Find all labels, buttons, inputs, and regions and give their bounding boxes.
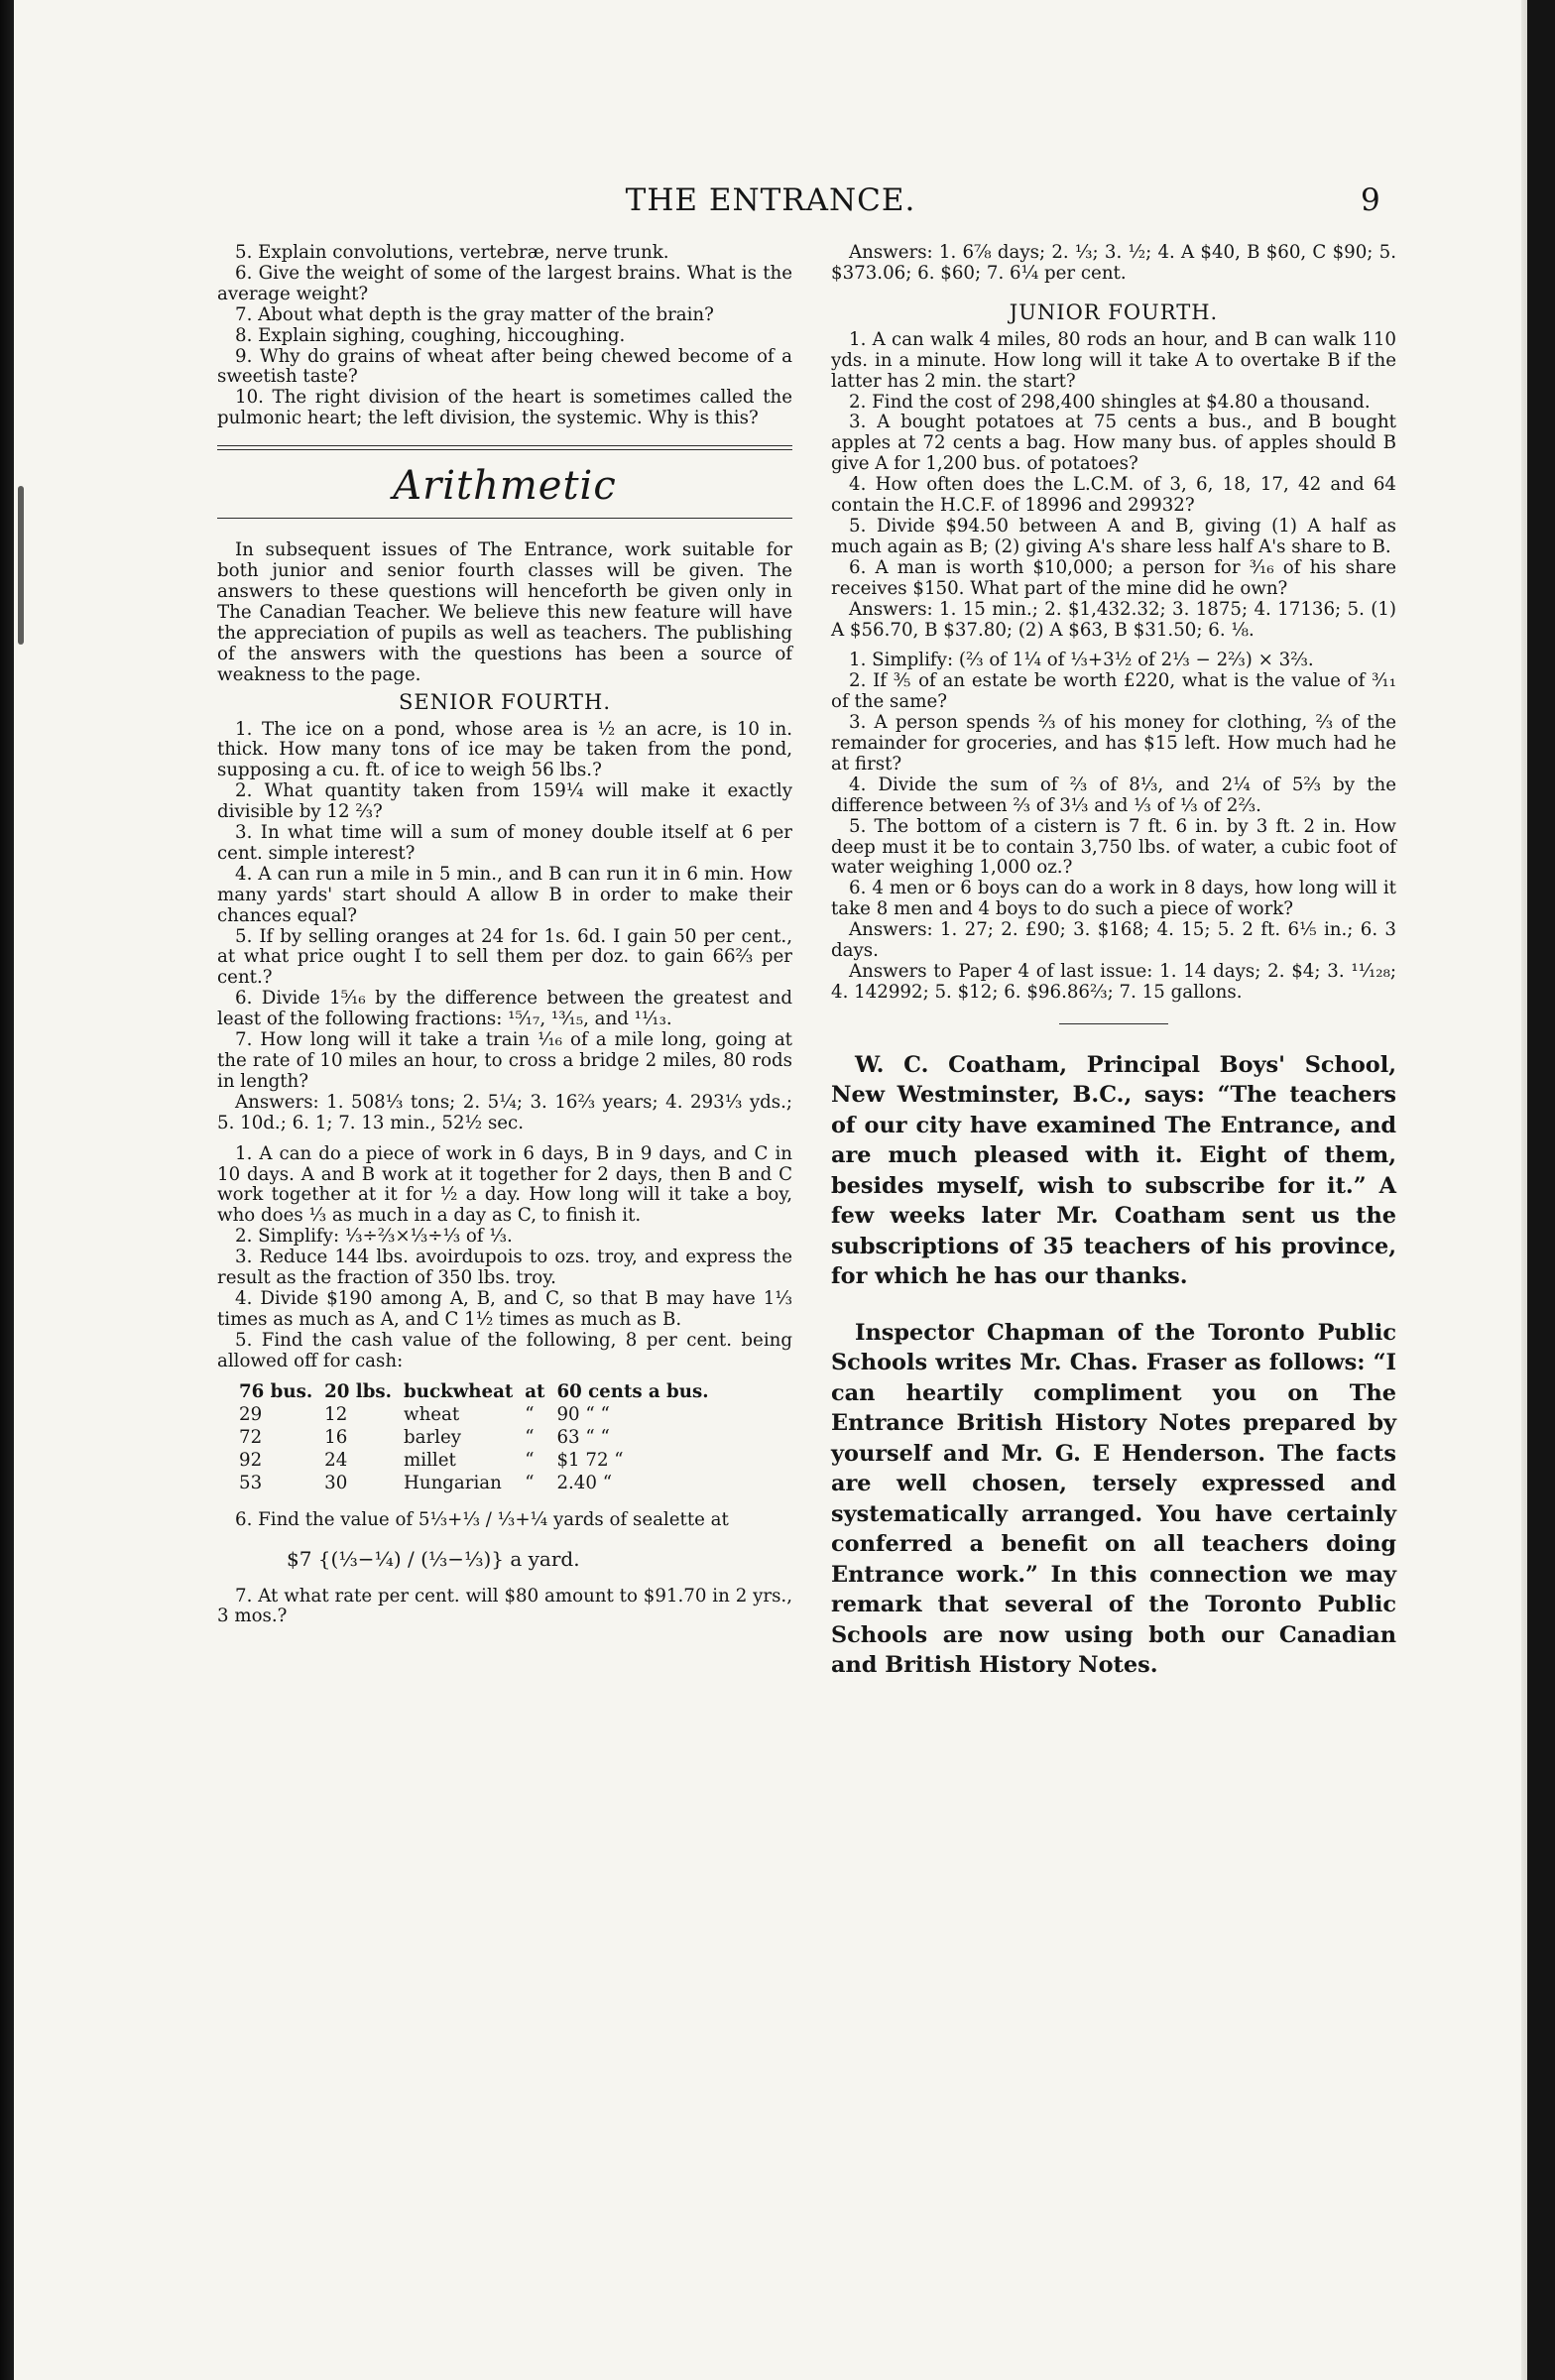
document-page xyxy=(14,0,1527,2380)
grain-row xyxy=(239,1403,721,1426)
page-number: 9 xyxy=(1361,182,1380,218)
junior-answers: Answers: 1. 27; 2. £90; 3. $168; 4. 15; 5. 2 ft. 6¹⁄₅ in.; 6. 3 days. xyxy=(831,919,1396,962)
grain-cell-kind: wheat xyxy=(404,1403,460,1425)
senior-fourth-heading: SENIOR FOURTH. xyxy=(398,689,611,714)
margin-mark xyxy=(18,486,24,645)
senior-problem: 4. A can run a mile in 5 min., and B can run it in 6 min. How many yards' start should A allow B in order to make their chances equal? xyxy=(217,863,792,926)
grain-row xyxy=(239,1426,721,1449)
running-head xyxy=(14,178,1527,222)
grain-cell-bus: 53 xyxy=(239,1472,263,1493)
junior-answers: Answers: 1. 15 min.; 2. $1,432.32; 3. 1875; 4. 17136; 5. (1) A $56.70, B $37.80; (2) A $63, B $31.50; 6. ⅛. xyxy=(831,598,1396,641)
paper4-answers: Answers to Paper 4 of last issue: 1. 14 days; 2. $4; 3. ¹¹⁄₁₂₈; 4. 142992; 5. $12; 6. $96.86⅔; 7. 15 gallons. xyxy=(831,961,1396,1003)
senior-problem: 6. Divide 1⁵⁄₁₆ by the difference between the greatest and least of the following fractions: ¹⁵⁄₁₇, ¹³⁄₁₅, and ¹¹⁄₁₃. xyxy=(217,988,792,1030)
senior-problem: 2. What quantity taken from 159¼ will make it exactly divisible by 12 ⅔? xyxy=(217,780,792,823)
grain-table xyxy=(239,1380,721,1494)
answers: Answers: 1. 6⅞ days; 2. ⅓; 3. ½; 4. A $40, B $60, C $90; 5. $373.06; 6. $60; 7. 6¼ per cent. xyxy=(831,242,1396,284)
physiology-question: 6. Give the weight of some of the largest brains. What is the average weight? xyxy=(217,262,792,304)
senior-problem: 6. Find the value of 5⅓+⅓ / ⅓+¼ yards of sealette at xyxy=(235,1508,729,1530)
section-rule xyxy=(217,445,792,450)
left-column xyxy=(217,243,792,1627)
senior-problem: 7. At what rate per cent. will $80 amount to $91.70 in 2 yrs., 3 mos.? xyxy=(217,1585,792,1627)
grain-cell-at: “ xyxy=(525,1449,535,1471)
grain-cell-bus: 72 xyxy=(239,1426,263,1448)
grain-cell-lbs: 12 xyxy=(324,1403,348,1425)
right-column xyxy=(831,243,1396,1681)
senior-problem: 2. Simplify: ⅓÷⅔×⅓÷⅓ of ⅓. xyxy=(235,1226,513,1248)
senior-problem: 3. In what time will a sum of money double itself at 6 per cent. simple interest? xyxy=(217,822,792,864)
fraction-display: $7 {(⅓−¼) / (⅓−⅓)} a yard. xyxy=(287,1546,580,1571)
grain-cell-bus: 92 xyxy=(239,1449,263,1471)
grain-cell-price: 60 cents a bus. xyxy=(556,1380,709,1402)
grain-cell-kind: Hungarian xyxy=(404,1472,502,1493)
section-rule xyxy=(217,518,792,519)
senior-problem: 3. Reduce 144 lbs. avoirdupois to ozs. troy, and express the result as the fraction of 350 lbs. troy. xyxy=(217,1247,792,1289)
junior-problem: 4. Divide the sum of ⅔ of 8⅓, and 2¼ of 5⅔ by the difference between ⅔ of 3⅓ and ⅓ of ⅓ of 2⅔. xyxy=(831,774,1396,816)
testimonial: W. C. Coatham, Principal Boys' School, New Westminster, B.C., says: “The teachers of our city have examined The Entrance, and are much pleased with it. Eight of them, besides myself, wish to subscribe for it.” A few weeks later Mr. Coatham sent us the subscriptions of 35 teachers of his province, for which he has our thanks. xyxy=(831,1051,1396,1290)
junior-problem: 5. The bottom of a cistern is 7 ft. 6 in. by 3 ft. 2 in. How deep must it be to contain 3,750 lbs. of water, a cubic foot of water weighing 1,000 oz.? xyxy=(831,815,1396,879)
grain-cell-price: 2.40 “ xyxy=(556,1472,613,1493)
junior-problem: 3. A bought potatoes at 75 cents a bus., and B bought apples at 72 cents a bag. How many bus. of apples should B give A for 1,200 bus. of potatoes? xyxy=(831,412,1396,475)
junior-problem: 1. A can walk 4 miles, 80 rods an hour, and B can walk 110 yds. in a minute. How long will it take A to overtake B if the latter has 2 min. the start? xyxy=(831,328,1396,392)
junior-problem: 1. Simplify: (⅔ of 1¼ of ⅓+3½ of 2⅓ − 2⅔) × 3⅔. xyxy=(849,650,1314,671)
senior-problem: 5. If by selling oranges at 24 for 1s. 6d. I gain 50 per cent., at what price ought I to sell them per doz. to gain 66⅔ per cent.? xyxy=(217,925,792,989)
junior-problem: 6. 4 men or 6 boys can do a work in 8 days, how long will it take 8 men and 4 boys to do such a piece of work? xyxy=(831,878,1396,920)
grain-cell-lbs: 20 lbs. xyxy=(324,1380,392,1402)
section-title: Arithmetic xyxy=(393,463,617,510)
grain-row xyxy=(239,1380,721,1403)
physiology-question: 8. Explain sighing, coughing, hiccoughing. xyxy=(235,324,626,346)
scan-edge xyxy=(0,0,14,2380)
grain-cell-at: “ xyxy=(525,1426,535,1448)
grain-row xyxy=(239,1472,721,1494)
senior-problem: 7. How long will it take a train ¹⁄₁₆ of a mile long, going at the rate of 10 miles an hour, to cross a bridge 2 miles, 80 rods in length? xyxy=(217,1029,792,1092)
grain-cell-kind: millet xyxy=(404,1449,456,1471)
grain-cell-kind: barley xyxy=(404,1426,462,1448)
senior-problem: 1. A can do a piece of work in 6 days, B in 9 days, and C in 10 days. A and B work at it together for 2 days, then B and C work together at it for ½ a day. How long will it take a boy, who does ⅓ as much in a day as C, to finish it. xyxy=(217,1142,792,1227)
senior-answers: Answers: 1. 508⅓ tons; 2. 5¼; 3. 16⅔ years; 4. 293⅓ yds.; 5. 10d.; 6. 1; 7. 13 min., 52½ sec. xyxy=(217,1091,792,1133)
intro-paragraph: In subsequent issues of The Entrance, work suitable for both junior and senior fourth classes will be given. The answers to these questions will henceforth be given only in The Canadian Teacher. We believe this new feature will have the appreciation of pupils as well as teachers. The publishing of the answers with the questions has been a source of weakness to the page. xyxy=(217,539,792,685)
junior-problem: 5. Divide $94.50 between A and B, giving (1) A half as much again as B; (2) giving A's share less half A's share to B. xyxy=(831,515,1396,557)
grain-cell-lbs: 24 xyxy=(324,1449,348,1471)
junior-problem: 3. A person spends ⅔ of his money for clothing, ⅔ of the remainder for groceries, and has $15 left. How much had he at first? xyxy=(831,712,1396,774)
grain-cell-price: $1 72 “ xyxy=(556,1449,624,1471)
divider xyxy=(1059,1023,1168,1024)
senior-problem: 5. Find the cash value of the following, 8 per cent. being allowed off for cash: xyxy=(217,1329,792,1371)
grain-cell-bus: 29 xyxy=(239,1403,263,1425)
grain-cell-kind: buckwheat xyxy=(404,1380,514,1402)
physiology-question: 5. Explain convolutions, vertebræ, nerve trunk. xyxy=(235,242,669,263)
junior-problem: 2. Find the cost of 298,400 shingles at $4.80 a thousand. xyxy=(849,391,1371,413)
senior-problem: 4. Divide $190 among A, B, and C, so that B may have 1⅓ times as much as A, and C 1½ times as much as B. xyxy=(217,1287,792,1330)
running-title: THE ENTRANCE. xyxy=(625,182,916,218)
physiology-question: 9. Why do grains of wheat after being chewed become of a sweetish taste? xyxy=(217,345,792,388)
senior-problem: 1. The ice on a pond, whose area is ½ an acre, is 10 in. thick. How many tons of ice may be taken from the pond, supposing a cu. ft. of ice to weigh 56 lbs.? xyxy=(217,718,792,781)
grain-cell-price: 90 “ “ xyxy=(556,1403,610,1425)
junior-problem: 6. A man is worth $10,000; a person for ³⁄₁₆ of his share receives $150. What part of the mine did he own? xyxy=(831,556,1396,599)
testimonial: Inspector Chapman of the Toronto Public Schools writes Mr. Chas. Fraser as follows: “I can heartily compliment you on The Entrance British History Notes prepared by yourself and Mr. G. E Henderson. The facts are well chosen, tersely expressed and systematically arranged. You have certainly conferred a benefit on all teachers doing Entrance work.” In this connection we may remark that several of the Toronto Public Schools are now using both our Canadian and British History Notes. xyxy=(831,1319,1396,1679)
grain-cell-price: 63 “ “ xyxy=(556,1426,610,1448)
grain-cell-bus: 76 bus. xyxy=(239,1380,313,1402)
grain-cell-at: “ xyxy=(525,1472,535,1493)
junior-problem: 4. How often does the L.C.M. of 3, 6, 18, 17, 42 and 64 contain the H.C.F. of 18996 and 29932? xyxy=(831,474,1396,517)
grain-cell-lbs: 30 xyxy=(324,1472,348,1493)
junior-fourth-heading: JUNIOR FOURTH. xyxy=(1009,299,1219,324)
grain-cell-at: “ xyxy=(525,1403,535,1425)
grain-cell-lbs: 16 xyxy=(324,1426,348,1448)
grain-cell-at: at xyxy=(525,1380,545,1402)
physiology-question: 10. The right division of the heart is sometimes called the pulmonic heart; the left division, the systemic. Why is this? xyxy=(217,387,792,429)
junior-problem: 2. If ⅗ of an estate be worth £220, what is the value of ³⁄₁₁ of the same? xyxy=(831,670,1396,713)
grain-row xyxy=(239,1449,721,1472)
physiology-question: 7. About what depth is the gray matter of the brain? xyxy=(235,303,714,325)
